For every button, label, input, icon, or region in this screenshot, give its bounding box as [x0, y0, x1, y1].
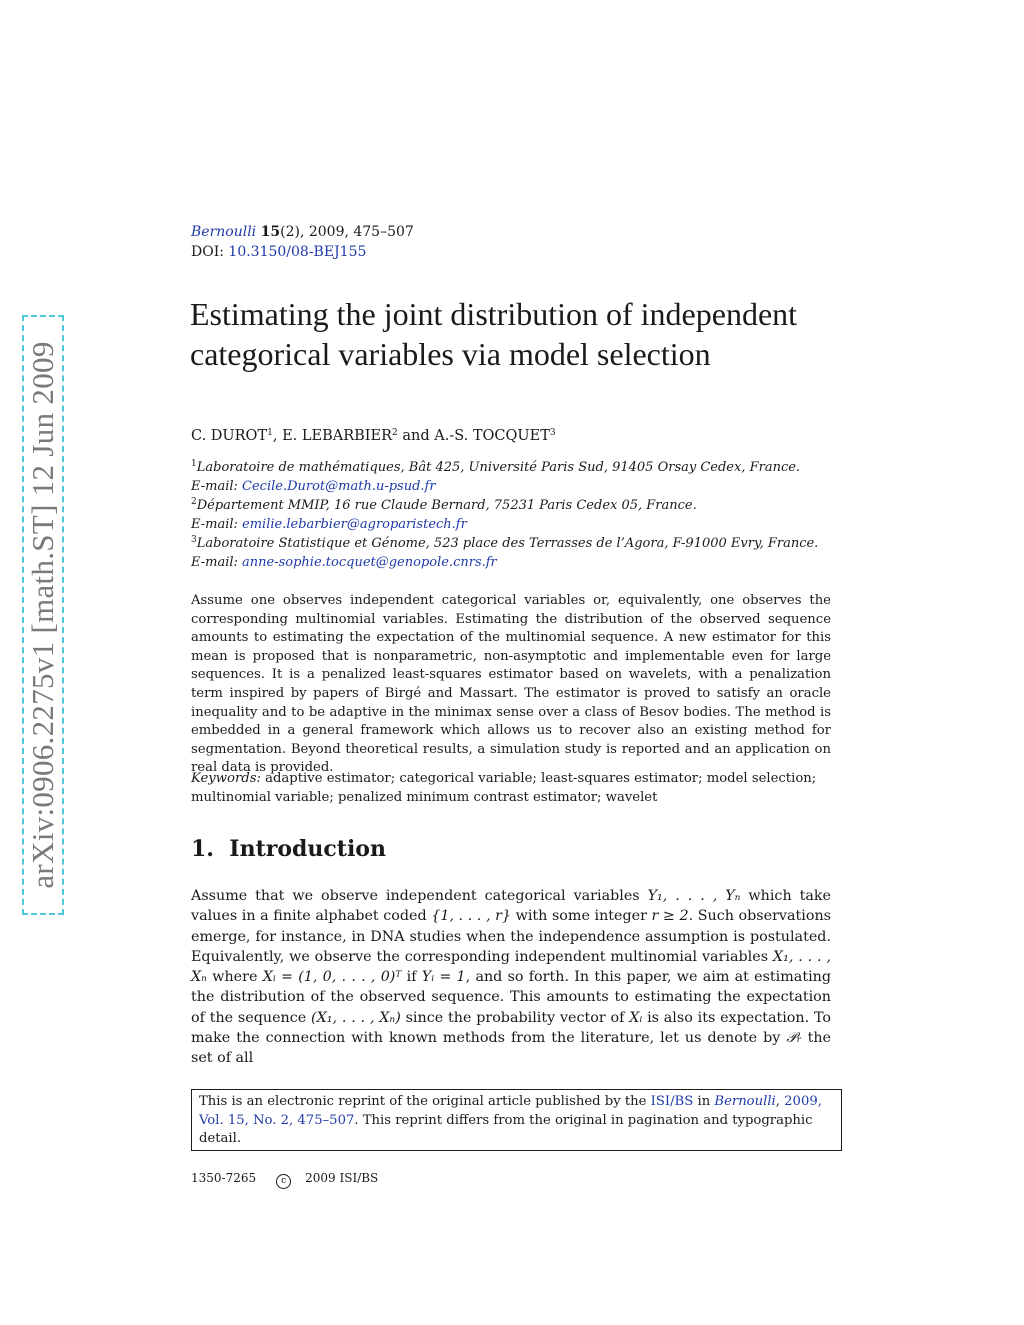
keywords-label: Keywords: [191, 771, 261, 786]
section-number: 1. [191, 836, 214, 862]
math-inline: Xᵢ [629, 1009, 643, 1026]
section-heading [191, 836, 386, 862]
intro-text: is also its expectation. To make the connection with known methods from the literature, let us denote by [191, 1009, 832, 1047]
copyright-icon: c [276, 1174, 291, 1189]
intro-paragraph [191, 886, 831, 1069]
affiliation-line [191, 458, 851, 477]
keywords-text: adaptive estimator; categorical variable; least-squares estimator; model selection; multinomial variable; penalized minimum contrast estimator; wavelet [191, 771, 817, 805]
intro-text: which take values in a finite alphabet coded [191, 888, 831, 925]
intro-text: since the probability vector of [400, 1009, 630, 1026]
email-label: E-mail: [191, 479, 243, 494]
author-affiliation-mark: 1 [267, 428, 273, 438]
arxiv-stamp [22, 315, 64, 915]
author-separator: and [397, 428, 435, 444]
email-link[interactable]: anne-sophie.tocquet@genopole.cnrs.fr [242, 555, 497, 570]
affiliation-text: Département MMIP, 16 rue Claude Bernard, 75231 Paris Cedex 05, France. [196, 498, 697, 513]
email-line [191, 477, 851, 496]
arxiv-identifier: arXiv:0906.2275v1 [math.ST] 12 Jun 2009 [25, 341, 60, 889]
journal-name-link[interactable]: Bernoulli [191, 224, 257, 240]
doi-link[interactable]: 10.3150/08-BEJ155 [228, 244, 367, 260]
affiliation-text: Laboratoire Statistique et Génome, 523 place des Terrasses de l’Agora, F-91000 Evry, France. [196, 536, 819, 551]
intro-text: Assume that we observe independent categorical variables [191, 888, 648, 904]
email-link[interactable]: Cecile.Durot@math.u-psud.fr [242, 479, 436, 494]
intro-text: . Such observations emerge, for instance, in DNA studies when the independence assumption is postulated. Equivalently, we observe the corresponding independent multinomial variables [191, 908, 831, 965]
paper-title: Estimating the joint distribution of independent categorical variables via model selection [190, 296, 798, 372]
email-label: E-mail: [191, 555, 243, 570]
math-inline: (X₁, . . . , Xₙ) [311, 1009, 401, 1026]
intro-text: if [401, 969, 422, 986]
article-reference-link[interactable]: 2009, Vol. 15, No. 2, 475–507 [199, 1094, 822, 1128]
math-inline: 𝒫ᵣ [786, 1030, 802, 1047]
author-affiliation-mark: 3 [549, 428, 556, 438]
author-name: E. LEBARBIER [282, 428, 393, 444]
doi-label: DOI: [191, 244, 224, 260]
email-line [191, 515, 851, 534]
journal-issue: (2), 2009, 475–507 [280, 224, 414, 240]
publisher-link[interactable]: ISI/BS [650, 1094, 694, 1109]
intro-text: with some integer [511, 908, 652, 925]
email-link[interactable]: emilie.lebarbier@agroparistech.fr [242, 517, 467, 532]
copyright-line [191, 1171, 378, 1189]
affiliations [191, 458, 851, 572]
author-list [191, 428, 556, 444]
reprint-text: This is an electronic reprint of the original article published by the [199, 1094, 651, 1109]
abstract: Assume one observes independent categorical variables or, equivalently, one observes the corresponding multinomial variables. Estimating the distribution of the observed sequence amounts to estimating the expectation of the multinomial sequence. A new estimator for this mean is proposed that is nonparametric, non-asymptotic and implementable even for large sequences. It is a penalized least-squares estimator based on wavelets, with a penalization term inspired by papers of Birgé and Massart. The estimator is proved to satisfy an oracle inequality and to be adaptive in the minimax sense over a class of Besov bodies. The method is embedded in a general framework which allows us to recover also an existing method for segmentation. Beyond theoretical results, a simulation study is reported and an application on real data is provided. [191, 593, 831, 776]
math-inline: Xᵢ = (1, 0, . . . , 0)ᵀ [262, 969, 402, 986]
math-inline: Yᵢ = 1 [421, 969, 466, 986]
affiliation-text: Laboratoire de mathématiques, Bât 425, Université Paris Sud, 91405 Orsay Cedex, France. [196, 460, 801, 475]
reprint-text: in [693, 1094, 715, 1109]
reprint-text: , [775, 1094, 785, 1109]
copyright-text: 2009 ISI/BS [305, 1171, 379, 1185]
intro-text: where [206, 969, 263, 986]
reprint-text: . This reprint differs from the original in pagination and typographic detail. [199, 1112, 813, 1146]
reprint-notice [191, 1089, 842, 1151]
author-separator: , [272, 428, 283, 444]
journal-info [191, 222, 414, 262]
issn: 1350-7265 [191, 1171, 257, 1185]
author-affiliation-mark: 2 [392, 428, 398, 438]
email-line [191, 553, 851, 572]
section-title: Introduction [229, 836, 386, 862]
email-label: E-mail: [191, 517, 243, 532]
affiliation-line [191, 534, 851, 553]
math-inline: Y₁, . . . , Yₙ [647, 888, 741, 904]
math-inline: {1, . . . , r} [431, 908, 512, 925]
affiliation-mark: 1 [191, 459, 197, 469]
affiliation-mark: 2 [191, 497, 197, 507]
journal-volume: 15 [260, 224, 281, 240]
keywords [191, 770, 831, 807]
math-inline: X₁, . . . , Xₙ [191, 948, 832, 986]
math-inline: r ≥ 2 [651, 908, 689, 925]
affiliation-line [191, 496, 851, 515]
journal-link[interactable]: Bernoulli [714, 1094, 776, 1109]
intro-text: the set of all [191, 1030, 831, 1067]
affiliation-mark: 3 [191, 535, 197, 545]
intro-text: , and so forth. In this paper, we aim at estimating the distribution of the observed sequence. This amounts to estimating the expectation of the sequence [191, 969, 832, 1026]
author-name: C. DUROT [191, 428, 268, 444]
author-name: A.-S. TOCQUET [434, 428, 550, 444]
